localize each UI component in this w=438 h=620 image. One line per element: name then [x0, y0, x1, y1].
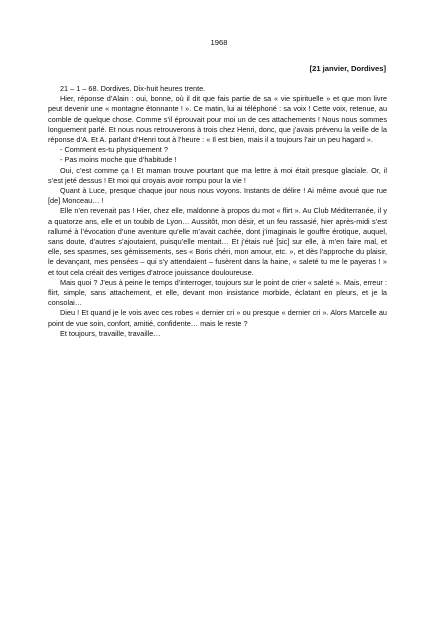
- paragraph-date: 21 – 1 – 68. Dordives. Dix-huit heures trente.: [60, 84, 206, 93]
- paragraph: Dieu ! Et quand je le vois avec ces robes « dernier cri » ou presque « dernier cri ». Alors Marcelle au point de vue soin, confort, amitié, confidente… mais le reste ?: [48, 308, 387, 328]
- entry-dateline: [21 janvier, Dordives]: [309, 64, 386, 73]
- page-year: 1968: [210, 38, 228, 47]
- paragraph: Mais quoi ? J’eus à peine le temps d’interroger, toujours sur le point de crier « saleté ». Mais, erreur : flirt, simple, sans attachement, et elle, devant mon insistance morbide, éclatant en pleurs, et je la consolai…: [48, 277, 387, 308]
- entry-body: [48, 84, 387, 339]
- paragraph: Elle n’en revenait pas ! Hier, chez elle, maldonne à propos du mot « flirt ». Au Club Méditerranée, il y a quatorze ans, elle et un toubib de Lyon… Aussitôt, mon désir, et un feu rassasié, hier après-midi s’est rallumé à l’évocation d’une aventure qu’elle m’avait cachée, dont j’imaginais le gouffre érotique, auquel, sans doute, d’autres s’ajoutaient, puisqu’elle mentait… Et j’étais rué [sic] sur elle, à m’en faire mal, et elle, ses spasmes, ses gémissements, ses « Boris chéri, mon amour, etc. », et dès l’approche du plaisir, le devançant, mes pensées – qui s’y attendaient – fusèrent dans la haine, « saleté tu me le payeras ! » et tout cela créait des vertiges d’atroce jouissance douloureuse.: [48, 206, 387, 277]
- paragraph: Et toujours, travaille, travaille…: [60, 328, 161, 338]
- dialogue-line: - Comment es-tu physiquement ?: [60, 145, 168, 155]
- paragraph: Hier, réponse d’Alain : oui, bonne, où il dit que fais partie de sa « vie spirituelle » et que mon livre peut devenir une « montagne étonnante ! ». Ce matin, lui ai téléphoné : sa voix ! Cette voix, retenue, au comble de quelque chose. Comme s’il éprouvait pour moi un de ces attachements ! Nous nous sommes longuement parlé. Et nous nous retrouverons à trois chez Henri, donc, que j’avais prévenu la veille de la réponse d’A. Et A. parlant d’Henri tout à l’heure : « Il est bien, mais il a toujours l’air un peu hagard ».: [48, 94, 387, 145]
- paragraph: Quant à Luce, presque chaque jour nous nous voyons. Instants de délire ! Ai même avoué que rue [de] Monceau… !: [48, 186, 387, 206]
- paragraph: Oui, c’est comme ça ! Et maman trouve pourtant que ma lettre à moi était presque glaciale. Or, il s’est jeté dessus ! Et moi qui croyais avoir rompu pour la vie !: [48, 165, 387, 185]
- dialogue-line: - Pas moins moche que d’habitude !: [60, 155, 177, 165]
